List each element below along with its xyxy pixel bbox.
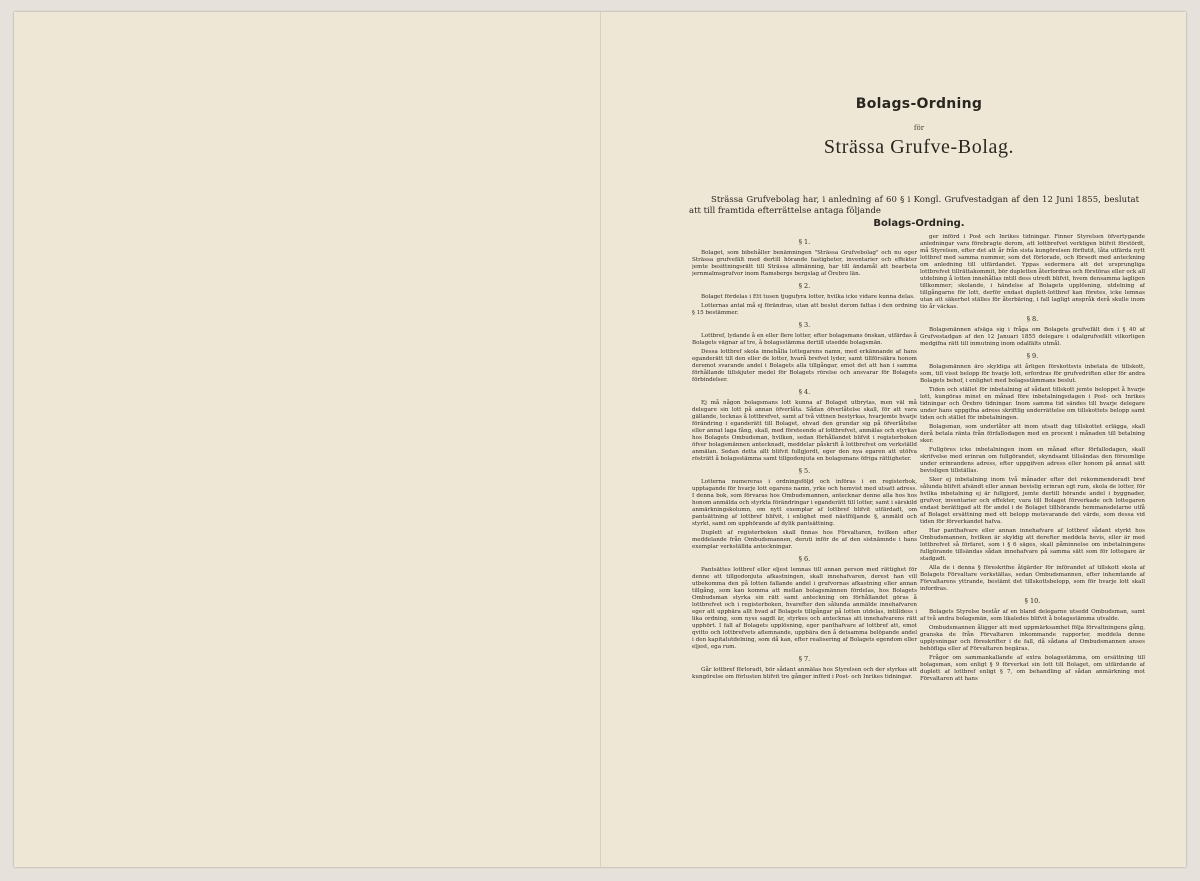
paragraph-label: § 9. bbox=[1026, 352, 1039, 360]
paragraph-label: § 8. bbox=[1026, 315, 1039, 323]
paragraph-label: § 3. bbox=[798, 321, 811, 329]
section-heading: Bolags-Ordning. bbox=[873, 218, 965, 229]
paragraph-label: § 6. bbox=[798, 555, 811, 563]
paragraph-text: Ombudsmannen åligger att med uppmärksamhet följa förvaltningens gång, granska de från Förvaltaren inkommande rapporter, meddela denne upplysningar och föreskrifter i de fall, då sådana af Ombudsmannen anses behöfliga eller af Förvaltaren begäras. bbox=[920, 625, 1145, 652]
paragraph-text: Lotternas antal må ej förändras, utan att beslut derom fattas i den ordning § 15 bestämmer. bbox=[692, 303, 917, 316]
paragraph-text: Bolaget, som bibehåller benämningen "Strässa Grufvebolag" och nu eger Strässa grufvefält med dertill hörande fastigheter, inventarier och effekter jemte besittningsrätt till Strässa allmänning, har till ändamål att bearbeta jernmalmsgrufvor inom Ramsbergs bergslag af Örebro län. bbox=[692, 250, 917, 277]
paragraph-text: Lottbref, lydande å en eller flere lotter, efter bolagsmans önskan, utfärdas å Bolagets vägnar af tre, å bolagsstämma dertill utsedde bolagsmän. bbox=[692, 333, 917, 346]
paragraph-label: § 10. bbox=[1024, 597, 1041, 605]
paragraph-text: Bolaget fördelas i Ett tusen tjugufyra lotter, hvilka icke vidare kunna delas. bbox=[701, 294, 915, 300]
paragraph-text: Lotterna numereras i ordningsföljd och införas i en registerbok, upptagande för hvarje lott egarens namn, yrke och hemvist med utsatt adress. I denna bok, som förvaras hos Ombudsmannen, antecknar denne alla hos hos honom anmälda och styrkta förändringar i eganderätt till lotter, samt i särskild anmärkningskolumn, om nytt exemplar af lottbref blifvit utfärdadt, om pantsättning af lottbref blifvit, i enlighet med nästföljande §, anmäld och styrkt, samt om upphörande af dylik pantsättning. bbox=[692, 479, 917, 527]
text-column-left bbox=[692, 234, 917, 849]
paragraph-label: § 5. bbox=[798, 467, 811, 475]
paragraph-label: § 1. bbox=[798, 238, 811, 246]
document-title: Bolags-Ordning bbox=[855, 96, 983, 112]
paragraph-text: Duplett af registerboken skall finnas hos Förvaltaren, hvilken efter meddelande från Ombudsmannen, deruti inför de af den sistnämnde i hans exemplar verkställda anteckningar. bbox=[692, 530, 917, 550]
right-page bbox=[674, 82, 1144, 852]
paragraph-text: ger införd i Post och Inrikes tidningar. Finner Styrelsen öfvertygande anledningar vara förebragte derom, att lottbrefvet verkligen blifvit förstördt, må Styrelsen, efter det att år från sista kungörelsen förflutit, låta utfärda nytt lottbref med samma nummer, som det förlorade, och försedt med anteckning om anledning till utfärdandet. Yppas sedermera att det ursprungliga lottbrefvet tillrättakommit, bör dupletten återfordras och förstöras eller ock all utdelning å lotten innehållas intill dess utredt blifvit, hvem densamma lagligen tillkommer; skolande, i händelse af Bolagets upplösning, utdelning af tillgångarne för lott, derför endast duplett-lottbref kan företes, icke lemnas utan att säkerhet ställes för återbäring, i fall lagligt anspråk derå skulle inom tio år väckas. bbox=[920, 234, 1145, 310]
paragraph-text: Sker ej inbetalning inom två månader efter det rekommenderadt bref sålunda blifvit afsändt eller annan bevislig erinran egt rum, skola de lotter, för hvilka inbetalning ej är fullgjord, jemte dertill hörande andel i byggnader, grufvor, inventarier och effekter, vara till Bolaget förverkade och lottegaren endast berättigad att för andel i de Bolaget tillhörande hemmansdelarne utfå af Bolaget ersättning med ett belopp motsvarande det värde, som dessa vid tiden för förverkandet hafva. bbox=[920, 477, 1145, 525]
preamble: Strässa Grufvebolag har, i anledning af 60 § i Kongl. Grufvestadgan af den 12 Juni 1855, beslutat att till framtida efterrättelse antaga följande bbox=[689, 194, 1139, 216]
company-name: Strässa Grufve-Bolag. bbox=[823, 136, 1015, 158]
paragraph-text: Bolagets Styrelse består af en bland delegarne utsedd Ombudsman, samt af två andra bolagsmän, som likaledes blifvit å bolagsstämma utvalde. bbox=[920, 609, 1145, 622]
paragraph-text: Fullgöres icke inbetalningen inom en månad efter förfallodagen, skall skrifvelse med erinran om fullgörandet, skyndsamt tillsändas den försumlige under erinrandens adress, efter uppgifven adress eller honom på annat sätt bevisligen tillställas. bbox=[920, 447, 1145, 474]
paragraph-text: Tiden och stället för inbetalning af sådant tillskott jemte beloppet å hvarje lott, kungöras minst en månad före inbetalningsdagen i Post- och Inrikes tidningar och Örebro tidningar. Inom samma tid sändes till hvarje delegare under hans uppgifna adress skriftlig underrättelse om tillskottets belopp samt tiden och stället för inbetalningen. bbox=[920, 387, 1145, 421]
text-column-right bbox=[920, 234, 1145, 849]
paragraph-label: § 7. bbox=[798, 655, 811, 663]
paragraph-text: Dessa lottbref skola innehålla lottegarens namn, med erkännande af hans eganderätt till den eller de lotter, hvarå brefvet lyder, samt tillförsäkra honom deremot svarande andel i Bolagets alla tillgångar, emot det att han i samma förhållande tillskjuter medel för Bolagets rörelse och ansvarar för Bolagets förbindelser. bbox=[692, 349, 917, 383]
paragraph-label: § 4. bbox=[798, 388, 811, 396]
paragraph-label: § 2. bbox=[798, 282, 811, 290]
paragraph-text: Frågor om sammankallande af extra bolagsstämma, om ersättning till bolagsman, som enligt § 9 förverkat sin lott till Bolaget, om utfärdande af duplett af lottbref enligt § 7, om behandling af sådan anmärkning mot Förvaltaren att hans bbox=[920, 655, 1145, 682]
for-word: för bbox=[913, 124, 925, 132]
paragraph-text: Bolagsmännen afsäga sig i fråga om Bolagets grufvefält den i § 40 af Grufvestadgan af den 12 Januari 1855 delegare i odalgrufvefält vilkorligen medgifna rätt till inmutning inom odalfälts utmål. bbox=[920, 327, 1145, 347]
paragraph-text: Går lottbref förloradt, bör sådant anmälas hos Styrelsen och der styrkas att kungörelse om förlusten blifvit tre gånger införd i Post- och Inrikes tidningar. bbox=[692, 667, 917, 680]
paragraph-text: Alla de i denna § föreskrifne åtgärder för införandet af tillskott skola af Bolagets Förvaltare verkställas, sedan Ombudsmannen, efter inhemtande af Förvaltarens yttrande, bestämt det tillskottsbelopp, som för hvarje lott skall infordras. bbox=[920, 565, 1145, 592]
paragraph-text: Bolagsmännen äro skyldiga att årligen förskottsvis inbetala de tillskott, som, till visst belopp för hvarje lott, erfordras för grufvedriften eller för andra Bolagets behof, i enlighet med bolagsstämmans beslut. bbox=[920, 364, 1145, 384]
paragraph-text: Ej må någon bolagsmans lott kunna af Bolaget utbrytas, men väl må delegare sin lott på annan öfverlåta. Sådan öfverlåtelse skall, för att vara gällande, tecknas å lottbrefvet, samt af två vittnen bestyrkas, hvarjemte hvarje förändring i eganderätt till Bolaget, ehvad den grundar sig på öfverlåtelse eller annat laga fång, skall, med företeende af lottbrefvet, anmälas och styrkas hos Bolagets Ombudsman, hvilken, sedan förhållandet blifvit i registerboken öfver bolagsmännen antecknadt, meddelar påskrift å lottbrefvet om verkställd anmälan. Sedan detta allt blifvit fullgjordt, eger den nya egaren att utöfva rösträtt å bolagsstämma samt tillgodonjuta en bolagsmans öfriga rättigheter. bbox=[692, 400, 917, 462]
paragraph-text: Bolagsman, som underlåter att inom utsatt dag tillskottet erlägga, skall derå betala ränta från förfallodagen med en procent i månaden till betalning sker. bbox=[920, 424, 1145, 444]
paragraph-text: Har panthafvare eller annan innehafvare af lottbref sådant styrkt hos Ombudsmannen, hvilken är skyldig att derefter meddela hevis, eller är med lottbrefvet så förfaret, som i § 6 säges, skall påminnelse om inbetalningens fullgörande tillsändas sådan innehafvare på samma sätt som för lottegare är stadgadt. bbox=[920, 528, 1145, 562]
newspaper-sheet bbox=[14, 12, 1186, 867]
paragraph-text: Pantsättes lottbref eller eljest lemnas till annan person med rättighet för denne att tillgodonjuta afkastningen, skall innehafvaren, derest han vill utbekomma den på lotten fallande andel i grufvornas afkastning eller annan tillgång, som kan komma att mellan bolagsmännen fördelas, hos Bolagets Ombudsman styrka sin rätt samt anteckning om förhållandet göras å lottbrefvet och i registerboken, hvarefter den sålunda anmälde innehafvaren eger att uppbära allt hvad af Bolagets tillgångar på lotten utdelas, intilldess i lika ordning, som nyss sagdt är, styrkes och antecknas att innehafvarens rätt upphört. I fall af Bolagets upplösning, eger panthafvare af lottbref att, emot qvitto och lottbrefvets aflemnande, uppbära den å detsamma belöpande andel i den kapitalutdelning, som då kan, efter realisering af Bolagets egendom eller eljest, ega rum. bbox=[692, 567, 917, 650]
